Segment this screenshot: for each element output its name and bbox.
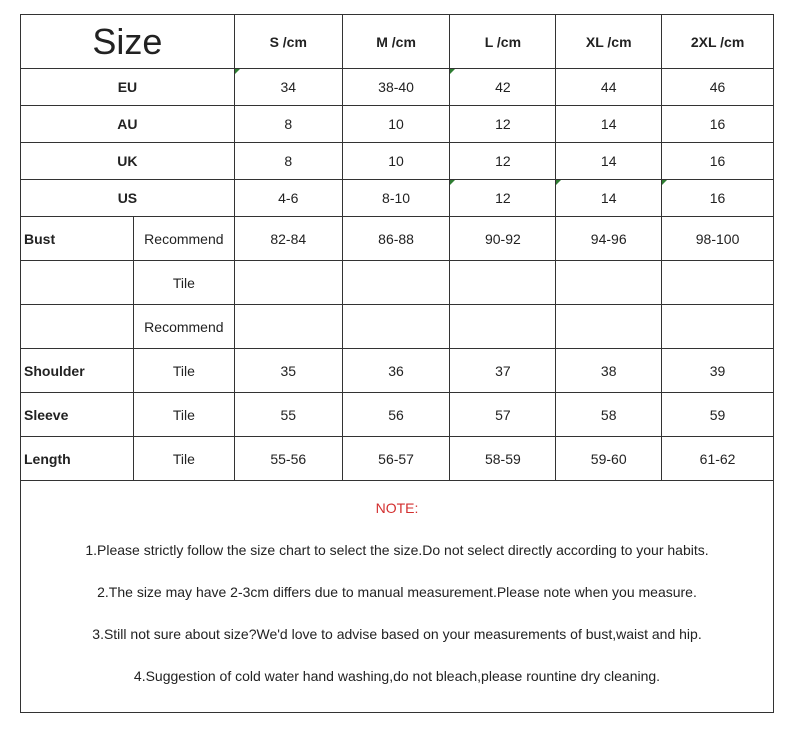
table-cell: 56 <box>342 393 450 437</box>
table-cell: 12 <box>450 106 556 143</box>
table-cell: 55 <box>234 393 342 437</box>
table-cell: 98-100 <box>662 217 774 261</box>
table-cell <box>662 305 774 349</box>
measurement-label: Shoulder <box>21 349 134 393</box>
measurement-type: Tile <box>133 437 234 481</box>
table-cell: 44 <box>556 69 662 106</box>
table-cell: 59 <box>662 393 774 437</box>
table-cell: 36 <box>342 349 450 393</box>
measurement-row-length <box>21 437 774 481</box>
size-chart-table <box>20 14 774 481</box>
table-cell: 59-60 <box>556 437 662 481</box>
table-cell <box>234 305 342 349</box>
table-cell: 16 <box>662 180 774 217</box>
size-header-row <box>21 15 774 69</box>
region-label: EU <box>21 69 235 106</box>
table-cell: 8 <box>234 143 342 180</box>
table-cell <box>450 261 556 305</box>
measurement-row <box>21 305 774 349</box>
column-header-m: M /cm <box>342 15 450 69</box>
size-title: Size <box>21 15 235 69</box>
measurement-row-shoulder <box>21 349 774 393</box>
table-cell: 82-84 <box>234 217 342 261</box>
measurement-type: Recommend <box>133 305 234 349</box>
measurement-row-sleeve <box>21 393 774 437</box>
table-cell: 16 <box>662 106 774 143</box>
table-cell: 38-40 <box>342 69 450 106</box>
notes-section <box>20 480 774 684</box>
table-cell: 58-59 <box>450 437 556 481</box>
measurement-label <box>21 305 134 349</box>
table-cell: 86-88 <box>342 217 450 261</box>
table-cell: 94-96 <box>556 217 662 261</box>
table-cell: 39 <box>662 349 774 393</box>
table-cell: 46 <box>662 69 774 106</box>
table-cell: 14 <box>556 143 662 180</box>
table-cell: 12 <box>450 180 556 217</box>
table-cell: 10 <box>342 143 450 180</box>
table-cell: 42 <box>450 69 556 106</box>
note-line: 2.The size may have 2-3cm differs due to manual measurement.Please note when you measure. <box>97 584 697 600</box>
measurement-type: Tile <box>133 393 234 437</box>
region-label: UK <box>21 143 235 180</box>
note-line: 3.Still not sure about size?We'd love to advise based on your measurements of bust,waist and hip. <box>92 626 702 642</box>
region-row-uk <box>21 143 774 180</box>
table-cell: 56-57 <box>342 437 450 481</box>
note-line: 1.Please strictly follow the size chart to select the size.Do not select directly according to your habits. <box>85 542 709 558</box>
table-cell <box>234 261 342 305</box>
table-cell <box>556 261 662 305</box>
measurement-row-bust <box>21 217 774 261</box>
measurement-type: Tile <box>133 261 234 305</box>
table-cell: 57 <box>450 393 556 437</box>
table-cell <box>450 305 556 349</box>
measurement-label: Sleeve <box>21 393 134 437</box>
column-header-l: L /cm <box>450 15 556 69</box>
table-cell: 10 <box>342 106 450 143</box>
measurement-label <box>21 261 134 305</box>
table-cell: 8-10 <box>342 180 450 217</box>
measurement-label: Bust <box>21 217 134 261</box>
region-row-au <box>21 106 774 143</box>
measurement-row <box>21 261 774 305</box>
table-cell <box>556 305 662 349</box>
table-cell: 16 <box>662 143 774 180</box>
table-cell <box>662 261 774 305</box>
table-cell: 37 <box>450 349 556 393</box>
region-label: AU <box>21 106 235 143</box>
column-header-s: S /cm <box>234 15 342 69</box>
note-title: NOTE: <box>375 500 419 516</box>
measurement-type: Tile <box>133 349 234 393</box>
measurement-type: Recommend <box>133 217 234 261</box>
region-row-us <box>21 180 774 217</box>
table-cell: 58 <box>556 393 662 437</box>
table-cell: 38 <box>556 349 662 393</box>
table-cell: 8 <box>234 106 342 143</box>
table-cell: 55-56 <box>234 437 342 481</box>
region-label: US <box>21 180 235 217</box>
table-cell <box>342 261 450 305</box>
table-cell: 61-62 <box>662 437 774 481</box>
table-cell: 34 <box>234 69 342 106</box>
column-header-2xl: 2XL /cm <box>662 15 774 69</box>
table-cell: 4-6 <box>234 180 342 217</box>
table-cell: 90-92 <box>450 217 556 261</box>
table-cell: 14 <box>556 180 662 217</box>
column-header-xl: XL /cm <box>556 15 662 69</box>
table-cell: 14 <box>556 106 662 143</box>
table-cell <box>342 305 450 349</box>
table-cell: 35 <box>234 349 342 393</box>
region-row-eu <box>21 69 774 106</box>
table-cell: 12 <box>450 143 556 180</box>
note-line: 4.Suggestion of cold water hand washing,do not bleach,please rountine dry cleaning. <box>133 668 661 684</box>
measurement-label: Length <box>21 437 134 481</box>
